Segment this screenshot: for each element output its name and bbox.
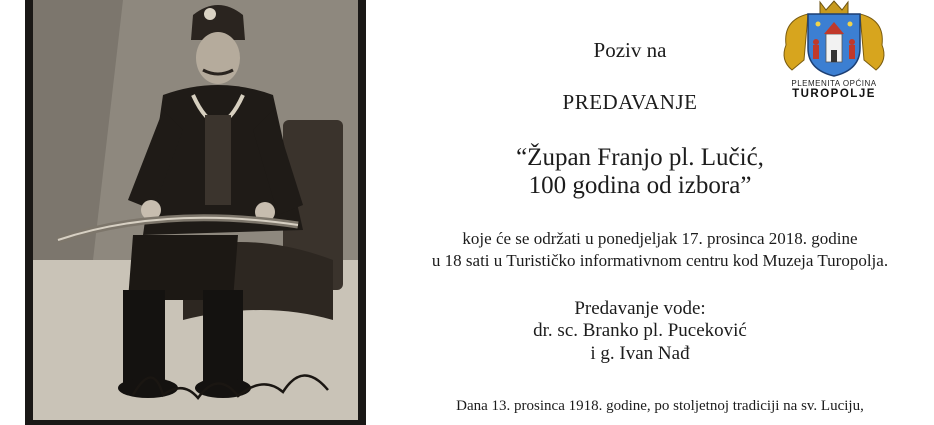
logo-subtitle: PLEMENITA OPĆINA — [791, 79, 877, 88]
portrait-figure — [33, 0, 358, 420]
speaker-name-1: dr. sc. Branko pl. Puceković — [533, 320, 747, 341]
footer-text: Dana 13. prosinca 1918. godine, po stoljetnoj tradiciji na sv. Luciju, — [456, 398, 864, 414]
portrait-photo-frame — [25, 0, 366, 425]
event-details-line1: koje će se održati u ponedjeljak 17. prosinca 2018. godine — [462, 229, 858, 248]
speaker-name-2: i g. Ivan Nađ — [590, 343, 690, 364]
portrait-photo — [33, 0, 358, 420]
speakers-label: Predavanje vode: — [574, 298, 706, 319]
event-type-heading: PREDAVANJE — [562, 90, 698, 114]
event-details-line2: u 18 sati u Turističko informativnom centru kod Muzeja Turopolja. — [431, 251, 889, 270]
lecture-title-line1: “Župan Franjo pl. Lučić, — [516, 144, 764, 171]
lecture-title-line2: 100 godina od izbora” — [528, 172, 752, 199]
invite-heading: Poziv na — [593, 38, 667, 62]
logo-name: TUROPOLJE — [792, 88, 876, 100]
